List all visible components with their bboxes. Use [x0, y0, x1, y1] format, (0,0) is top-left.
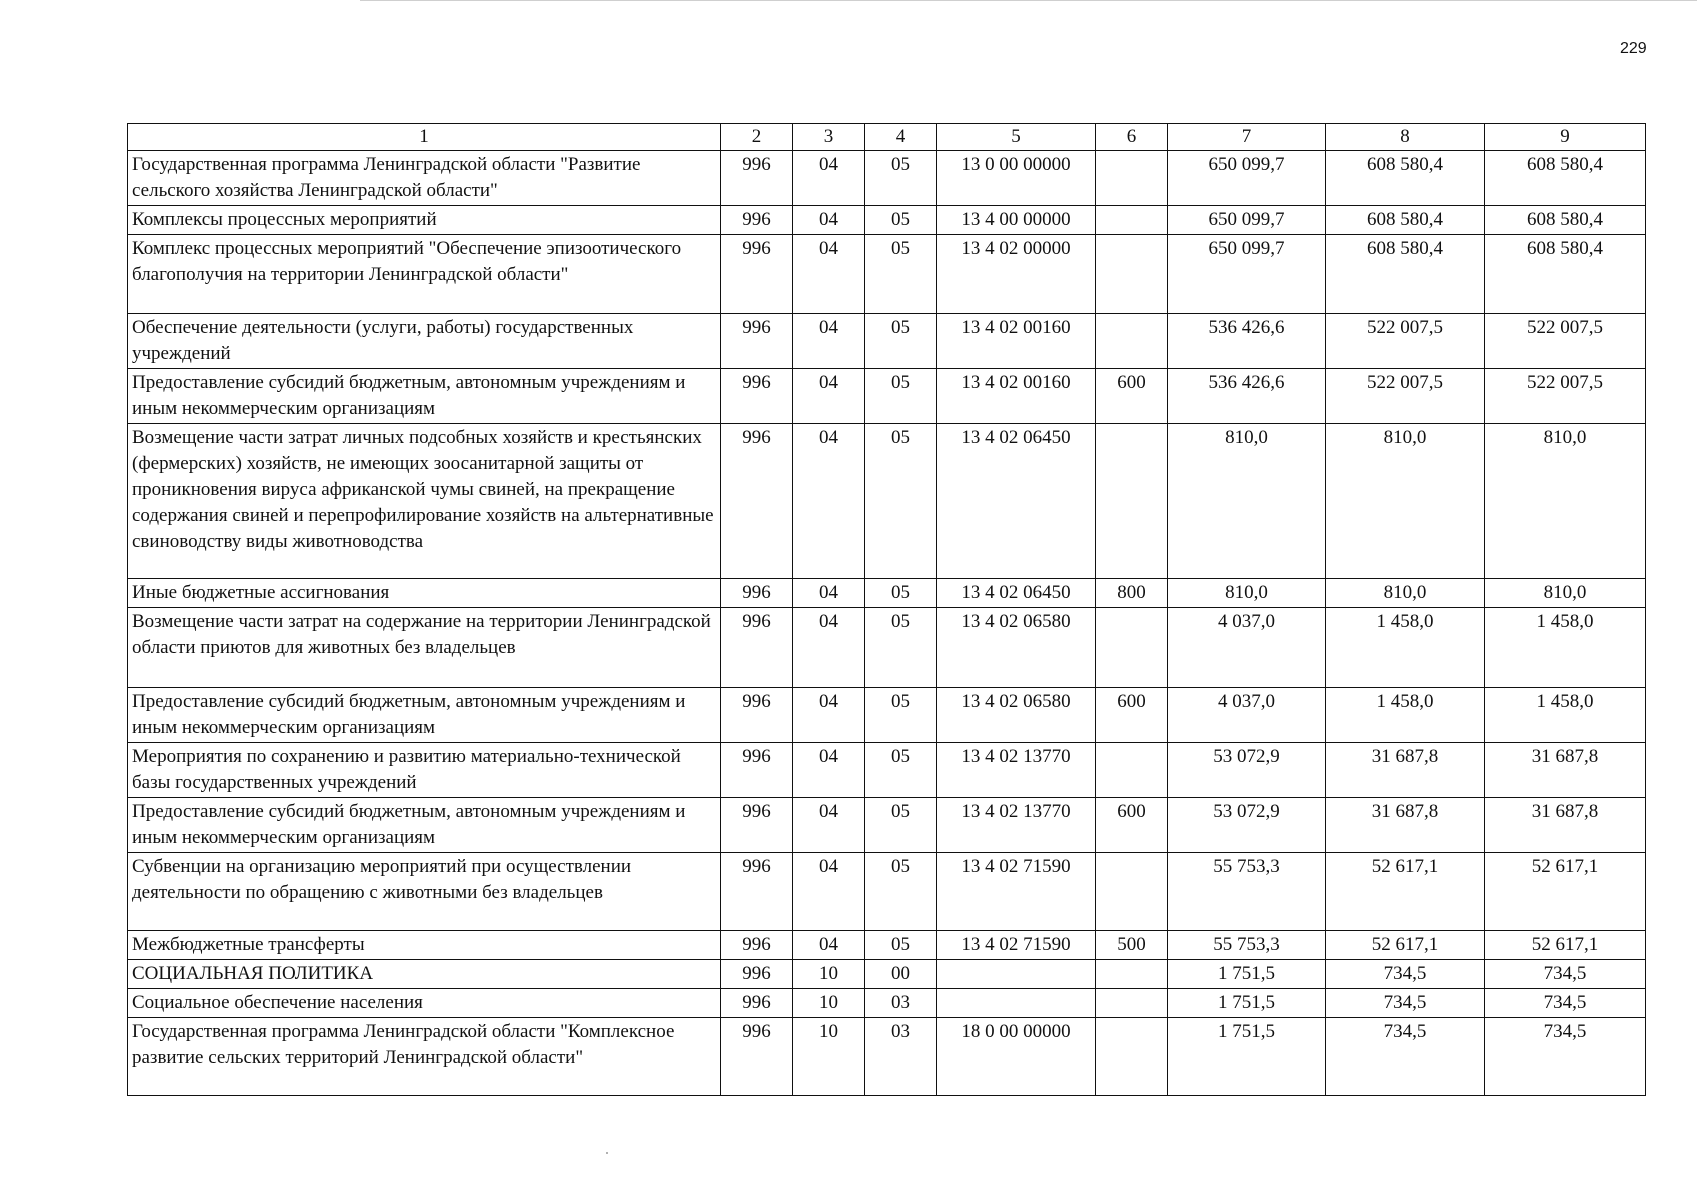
expense-type-cell: [1096, 206, 1168, 235]
section-cell: 04: [793, 369, 865, 424]
amount-col7-cell: 650 099,7: [1168, 235, 1326, 314]
target-article-cell: 13 4 02 00160: [937, 314, 1096, 369]
subsection-cell: 05: [865, 931, 937, 960]
expense-type-cell: [1096, 989, 1168, 1018]
table-row: [128, 235, 1646, 314]
subsection-cell: 05: [865, 743, 937, 798]
target-article-cell: 13 4 02 06580: [937, 688, 1096, 743]
target-article-cell: 13 4 02 00000: [937, 235, 1096, 314]
description-cell: Иные бюджетные ассигнования: [128, 579, 721, 608]
ministry-code-cell: 996: [721, 608, 793, 688]
section-cell: 04: [793, 853, 865, 931]
table-body: [128, 151, 1646, 1096]
amount-col9-cell: 52 617,1: [1485, 853, 1646, 931]
amount-col7-cell: 55 753,3: [1168, 853, 1326, 931]
amount-col8-cell: 608 580,4: [1326, 235, 1485, 314]
table-row: [128, 743, 1646, 798]
amount-col8-cell: 1 458,0: [1326, 688, 1485, 743]
amount-col7-cell: 650 099,7: [1168, 151, 1326, 206]
ministry-code-cell: 996: [721, 798, 793, 853]
expense-type-cell: [1096, 235, 1168, 314]
page-number: 229: [1620, 40, 1647, 57]
ministry-code-cell: 996: [721, 151, 793, 206]
expense-type-cell: 500: [1096, 931, 1168, 960]
subsection-cell: 05: [865, 314, 937, 369]
amount-col7-cell: 810,0: [1168, 579, 1326, 608]
subsection-cell: 05: [865, 424, 937, 579]
amount-col7-cell: 4 037,0: [1168, 688, 1326, 743]
header-cell-6: 6: [1096, 124, 1168, 151]
header-cell-8: 8: [1326, 124, 1485, 151]
target-article-cell: 13 4 02 71590: [937, 931, 1096, 960]
table-row: [128, 151, 1646, 206]
ministry-code-cell: 996: [721, 989, 793, 1018]
amount-col7-cell: 536 426,6: [1168, 314, 1326, 369]
amount-col8-cell: 52 617,1: [1326, 931, 1485, 960]
section-cell: 10: [793, 1018, 865, 1096]
amount-col9-cell: 734,5: [1485, 1018, 1646, 1096]
expense-type-cell: [1096, 424, 1168, 579]
target-article-cell: [937, 989, 1096, 1018]
table-row: [128, 206, 1646, 235]
description-cell: Предоставление субсидий бюджетным, автономным учреждениям и иным некоммерческим организациям: [128, 369, 721, 424]
scan-top-edge: [360, 0, 1697, 1]
expense-type-cell: [1096, 853, 1168, 931]
amount-col8-cell: 734,5: [1326, 960, 1485, 989]
target-article-cell: 13 4 02 06580: [937, 608, 1096, 688]
amount-col9-cell: 734,5: [1485, 989, 1646, 1018]
header-cell-1: 1: [128, 124, 721, 151]
expense-type-cell: 600: [1096, 369, 1168, 424]
subsection-cell: 05: [865, 798, 937, 853]
amount-col7-cell: 536 426,6: [1168, 369, 1326, 424]
section-cell: 04: [793, 151, 865, 206]
target-article-cell: [937, 960, 1096, 989]
ministry-code-cell: 996: [721, 688, 793, 743]
ministry-code-cell: 996: [721, 960, 793, 989]
amount-col9-cell: 734,5: [1485, 960, 1646, 989]
expense-type-cell: 600: [1096, 798, 1168, 853]
amount-col8-cell: 52 617,1: [1326, 853, 1485, 931]
expense-type-cell: [1096, 608, 1168, 688]
expense-type-cell: 600: [1096, 688, 1168, 743]
section-cell: 04: [793, 743, 865, 798]
subsection-cell: 05: [865, 235, 937, 314]
description-cell: Государственная программа Ленинградской области "Комплексное развитие сельских территорий Ленинградской области": [128, 1018, 721, 1096]
amount-col9-cell: 608 580,4: [1485, 206, 1646, 235]
amount-col7-cell: 1 751,5: [1168, 1018, 1326, 1096]
amount-col8-cell: 608 580,4: [1326, 151, 1485, 206]
amount-col9-cell: 52 617,1: [1485, 931, 1646, 960]
table-row: [128, 931, 1646, 960]
scan-speck: [606, 1152, 608, 1154]
target-article-cell: 13 4 02 13770: [937, 743, 1096, 798]
amount-col7-cell: 810,0: [1168, 424, 1326, 579]
header-cell-3: 3: [793, 124, 865, 151]
description-cell: Обеспечение деятельности (услуги, работы) государственных учреждений: [128, 314, 721, 369]
target-article-cell: 18 0 00 00000: [937, 1018, 1096, 1096]
target-article-cell: 13 4 02 06450: [937, 579, 1096, 608]
table-row: [128, 688, 1646, 743]
description-cell: Субвенции на организацию мероприятий при осуществлении деятельности по обращению с животными без владельцев: [128, 853, 721, 931]
section-cell: 04: [793, 688, 865, 743]
target-article-cell: 13 4 02 00160: [937, 369, 1096, 424]
table-row: [128, 608, 1646, 688]
header-cell-5: 5: [937, 124, 1096, 151]
description-cell: Предоставление субсидий бюджетным, автономным учреждениям и иным некоммерческим организациям: [128, 688, 721, 743]
subsection-cell: 00: [865, 960, 937, 989]
header-cell-9: 9: [1485, 124, 1646, 151]
amount-col7-cell: 1 751,5: [1168, 989, 1326, 1018]
subsection-cell: 05: [865, 853, 937, 931]
header-row: [128, 124, 1646, 151]
target-article-cell: 13 4 02 06450: [937, 424, 1096, 579]
section-cell: 10: [793, 989, 865, 1018]
ministry-code-cell: 996: [721, 424, 793, 579]
target-article-cell: 13 4 00 00000: [937, 206, 1096, 235]
amount-col8-cell: 810,0: [1326, 424, 1485, 579]
amount-col7-cell: 4 037,0: [1168, 608, 1326, 688]
amount-col9-cell: 608 580,4: [1485, 235, 1646, 314]
target-article-cell: 13 4 02 13770: [937, 798, 1096, 853]
table-row: [128, 989, 1646, 1018]
amount-col7-cell: 53 072,9: [1168, 743, 1326, 798]
header-cell-4: 4: [865, 124, 937, 151]
table-header: [128, 124, 1646, 151]
description-cell: Мероприятия по сохранению и развитию материально-технической базы государственных учреждений: [128, 743, 721, 798]
amount-col9-cell: 31 687,8: [1485, 743, 1646, 798]
section-cell: 04: [793, 235, 865, 314]
description-cell: Межбюджетные трансферты: [128, 931, 721, 960]
ministry-code-cell: 996: [721, 1018, 793, 1096]
amount-col8-cell: 734,5: [1326, 1018, 1485, 1096]
ministry-code-cell: 996: [721, 931, 793, 960]
section-cell: 04: [793, 424, 865, 579]
amount-col8-cell: 522 007,5: [1326, 314, 1485, 369]
ministry-code-cell: 996: [721, 579, 793, 608]
header-cell-2: 2: [721, 124, 793, 151]
expense-type-cell: [1096, 743, 1168, 798]
table-row: [128, 960, 1646, 989]
amount-col9-cell: 31 687,8: [1485, 798, 1646, 853]
amount-col7-cell: 650 099,7: [1168, 206, 1326, 235]
amount-col8-cell: 734,5: [1326, 989, 1485, 1018]
description-cell: СОЦИАЛЬНАЯ ПОЛИТИКА: [128, 960, 721, 989]
ministry-code-cell: 996: [721, 853, 793, 931]
amount-col8-cell: 31 687,8: [1326, 798, 1485, 853]
description-cell: Предоставление субсидий бюджетным, автономным учреждениям и иным некоммерческим организациям: [128, 798, 721, 853]
amount-col8-cell: 608 580,4: [1326, 206, 1485, 235]
section-cell: 04: [793, 931, 865, 960]
section-cell: 04: [793, 314, 865, 369]
description-cell: Возмещение части затрат личных подсобных хозяйств и крестьянских (фермерских) хозяйств, не имеющих зоосанитарной защиты от проникновения вируса африканской чумы свиней, на прекращение содержания свиней и перепрофилирование хозяйств на альтернативные свиноводству виды животноводства: [128, 424, 721, 579]
header-cell-7: 7: [1168, 124, 1326, 151]
amount-col9-cell: 608 580,4: [1485, 151, 1646, 206]
expense-type-cell: [1096, 151, 1168, 206]
ministry-code-cell: 996: [721, 235, 793, 314]
section-cell: 04: [793, 206, 865, 235]
expense-type-cell: [1096, 314, 1168, 369]
subsection-cell: 05: [865, 688, 937, 743]
subsection-cell: 03: [865, 1018, 937, 1096]
amount-col9-cell: 810,0: [1485, 579, 1646, 608]
amount-col8-cell: 522 007,5: [1326, 369, 1485, 424]
budget-table: [127, 123, 1646, 1096]
description-cell: Комплексы процессных мероприятий: [128, 206, 721, 235]
description-cell: Комплекс процессных мероприятий "Обеспечение эпизоотического благополучия на территории Ленинградской области": [128, 235, 721, 314]
expense-type-cell: [1096, 960, 1168, 989]
subsection-cell: 05: [865, 369, 937, 424]
table-row: [128, 369, 1646, 424]
ministry-code-cell: 996: [721, 314, 793, 369]
target-article-cell: 13 0 00 00000: [937, 151, 1096, 206]
section-cell: 04: [793, 579, 865, 608]
section-cell: 04: [793, 798, 865, 853]
section-cell: 10: [793, 960, 865, 989]
amount-col7-cell: 53 072,9: [1168, 798, 1326, 853]
table-row: [128, 424, 1646, 579]
ministry-code-cell: 996: [721, 206, 793, 235]
table-row: [128, 798, 1646, 853]
ministry-code-cell: 996: [721, 743, 793, 798]
amount-col8-cell: 810,0: [1326, 579, 1485, 608]
amount-col8-cell: 31 687,8: [1326, 743, 1485, 798]
amount-col7-cell: 55 753,3: [1168, 931, 1326, 960]
subsection-cell: 05: [865, 206, 937, 235]
subsection-cell: 05: [865, 608, 937, 688]
amount-col8-cell: 1 458,0: [1326, 608, 1485, 688]
amount-col9-cell: 1 458,0: [1485, 608, 1646, 688]
table-row: [128, 314, 1646, 369]
table-row: [128, 853, 1646, 931]
table-row: [128, 1018, 1646, 1096]
expense-type-cell: 800: [1096, 579, 1168, 608]
ministry-code-cell: 996: [721, 369, 793, 424]
expense-type-cell: [1096, 1018, 1168, 1096]
amount-col9-cell: 810,0: [1485, 424, 1646, 579]
description-cell: Государственная программа Ленинградской области "Развитие сельского хозяйства Ленинградской области": [128, 151, 721, 206]
subsection-cell: 05: [865, 579, 937, 608]
description-cell: Социальное обеспечение населения: [128, 989, 721, 1018]
amount-col7-cell: 1 751,5: [1168, 960, 1326, 989]
subsection-cell: 05: [865, 151, 937, 206]
target-article-cell: 13 4 02 71590: [937, 853, 1096, 931]
amount-col9-cell: 1 458,0: [1485, 688, 1646, 743]
section-cell: 04: [793, 608, 865, 688]
amount-col9-cell: 522 007,5: [1485, 369, 1646, 424]
table-row: [128, 579, 1646, 608]
amount-col9-cell: 522 007,5: [1485, 314, 1646, 369]
subsection-cell: 03: [865, 989, 937, 1018]
description-cell: Возмещение части затрат на содержание на территории Ленинградской области приютов для животных без владельцев: [128, 608, 721, 688]
